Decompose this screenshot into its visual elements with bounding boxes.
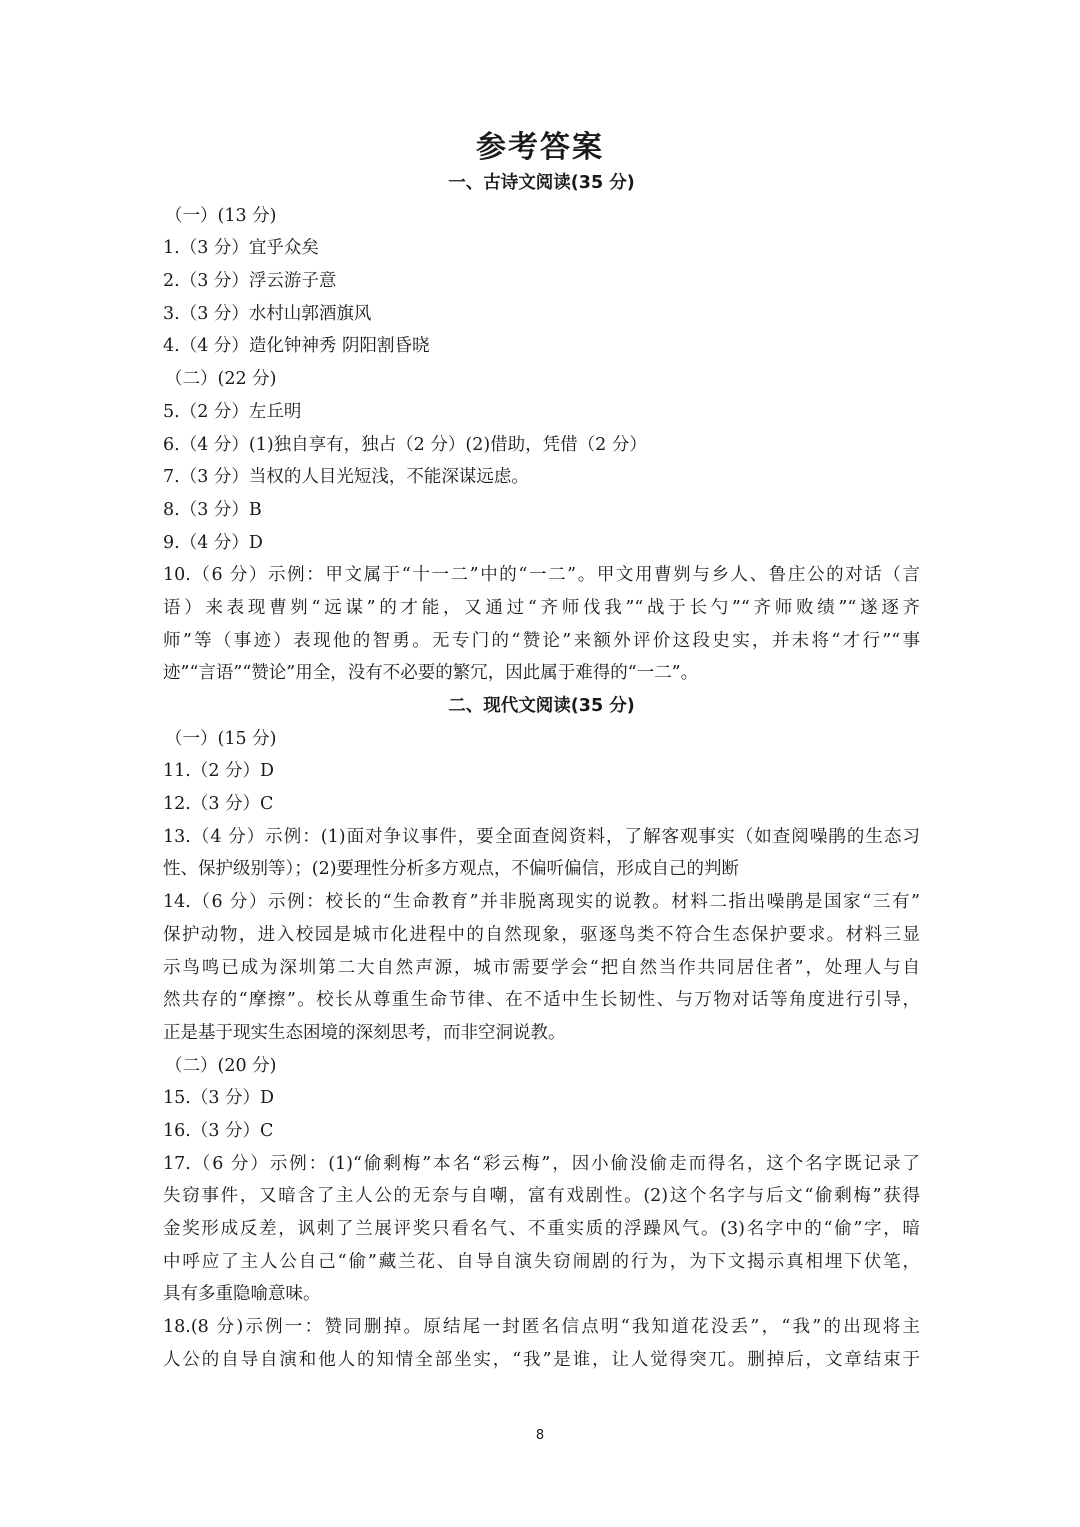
answer-line: 语）来表现曹刿“远谋”的才能，又通过“齐师伐我”“战于长勺”“齐师败绩”“遂逐齐 xyxy=(163,597,920,618)
answer-line: 失窃事件，又暗含了主人公的无奈与自嘲，富有戏剧性。(2)这个名字与后文“偷剩梅”获得 xyxy=(163,1186,920,1207)
answer-line: 人公的自导自演和他人的知情全部坐实，“我”是谁，让人觉得突兀。删掉后，文章结束于 xyxy=(163,1349,920,1370)
answer-line: 正是基于现实生态困境的深刻思考，而非空洞说教。 xyxy=(163,1022,566,1043)
section-heading: 二、现代文阅读(35 分) xyxy=(448,696,635,716)
answer-line: 8.（3 分）B xyxy=(163,499,262,520)
part-heading: （一）(15 分) xyxy=(165,728,277,749)
answer-line: 9.（4 分）D xyxy=(163,532,263,553)
page-number: 8 xyxy=(535,1428,545,1443)
answer-line: 7.（3 分）当权的人目光短浅，不能深谋远虑。 xyxy=(163,467,529,488)
answer-line: 18.(8 分)示例一：赞同删掉。原结尾一封匿名信点明“我知道花没丢”，“我”的出现将主 xyxy=(163,1317,920,1338)
answer-line: 16.（3 分）C xyxy=(163,1120,274,1141)
part-heading: （二）(22 分) xyxy=(165,369,277,390)
answer-line: 示鸟鸣已成为深圳第二大自然声源，城市需要学会“把自然当作共同居住者”，处理人与自 xyxy=(163,957,920,978)
answer-line: 3.（3 分）水村山郭酒旗风 xyxy=(163,303,372,324)
answer-line: 然共存的“摩擦”。校长从尊重生命节律、在不适中生长韧性、与万物对话等角度进行引导， xyxy=(163,990,920,1011)
part-heading: （二）(20 分) xyxy=(165,1055,277,1076)
answer-line: 10.（6 分）示例：甲文属于“十一二”中的“一二”。甲文用曹刿与乡人、鲁庄公的对话（言 xyxy=(163,565,920,586)
answer-line: 15.（3 分）D xyxy=(163,1088,275,1109)
answer-line: 师”等（事迹）表现他的智勇。无专门的“赞论”来额外评价这段史实，并未将“才行”“事 xyxy=(163,630,920,651)
answer-line: 6.（4 分）(1)独自享有，独占（2 分）(2)借助，凭借（2 分） xyxy=(163,434,647,455)
answer-line: 2.（3 分）浮云游子意 xyxy=(163,271,337,292)
answer-line: 5.（2 分）左丘明 xyxy=(163,401,302,422)
answer-line: 11.（2 分）D xyxy=(163,761,275,782)
section-heading: 一、古诗文阅读(35 分) xyxy=(448,173,635,193)
part-heading: （一）(13 分) xyxy=(165,205,277,226)
answer-line: 保护动物，进入校园是城市化进程中的自然现象，驱逐鸟类不符合生态保护要求。材料三显 xyxy=(163,924,920,945)
page-title: 参考答案 xyxy=(476,130,604,165)
answer-line: 金奖形成反差，讽刺了兰展评奖只看名气、不重实质的浮躁风气。(3)名字中的“偷”字，暗 xyxy=(163,1219,920,1239)
answer-content xyxy=(163,167,920,1376)
answer-line: 中呼应了主人公自己“偷”藏兰花、自导自演失窃闹剧的行为，为下文揭示真相埋下伏笔， xyxy=(163,1251,920,1272)
answer-line: 13.（4 分）示例：(1)面对争议事件，要全面查阅资料，了解客观事实（如查阅噪鹃的生态习 xyxy=(163,826,920,847)
answer-line: 14.（6 分）示例：校长的“生命教育”并非脱离现实的说教。材料二指出噪鹃是国家“三有” xyxy=(163,892,920,913)
answer-line: 性、保护级别等）；(2)要理性分析多方观点，不偏听偏信，形成自己的判断 xyxy=(163,859,740,880)
answer-line: 迹”“言语”“赞论”用全，没有不必要的繁冗，因此属于难得的“一二”。 xyxy=(163,663,699,684)
answer-line: 17.（6 分）示例：(1)“偷剩梅”本名“彩云梅”，因小偷没偷走而得名，这个名字既记录了 xyxy=(163,1153,920,1174)
answer-line: 12.（3 分）C xyxy=(163,794,274,815)
answer-line: 4.（4 分）造化钟神秀 阴阳割昏晓 xyxy=(163,336,430,357)
answer-line: 具有多重隐喻意味。 xyxy=(163,1284,321,1305)
answer-line: 1.（3 分）宜乎众矣 xyxy=(163,238,319,259)
